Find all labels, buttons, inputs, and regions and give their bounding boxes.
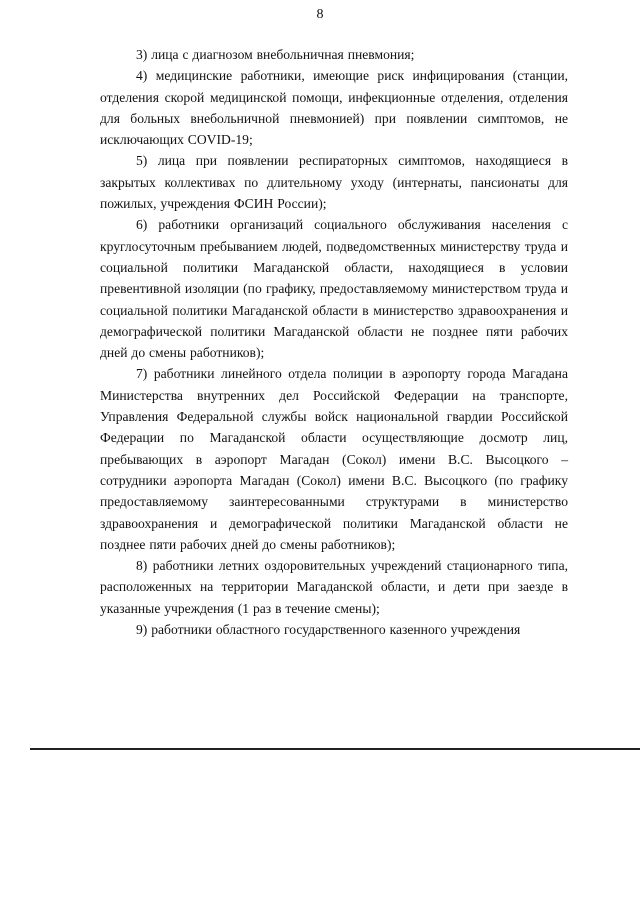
page-number: 8 [316, 7, 324, 22]
document-body [100, 44, 568, 640]
list-item-8: 8) работники летних оздоровительных учреждений стационарного типа, расположенных на территории Магаданской области, и дети при заезде в указанные учреждения (1 раз в течение смены); [100, 558, 568, 616]
list-item-7: 7) работники линейного отдела полиции в аэропорту города Магадана Министерства внутренних дел Российской Федерации на транспорте, Управления Федеральной службы войск национальной гвардии Российской Федерации по Магаданской области осуществляющие досмотр лиц, пребывающих в аэропорт Магадан (Сокол) имени В.С. Высоцкого – сотрудники аэропорта Магадан (Сокол) имени В.С. Высоцкого (по графику предоставляемому заинтересованными структурами в министерство здравоохранения и демографической политики Магаданской области не позднее пяти рабочих дней до смены работников); [100, 366, 568, 552]
list-item-6: 6) работники организаций социального обслуживания населения с круглосуточным пребыванием людей, подведомственных министерству труда и социальной политики Магаданской области, находящиеся в условии превентивной изоляции (по графику, предоставляемому министерством труда и социальной политики Магаданской области в министерство здравоохранения и демографической политики Магаданской области не позднее пяти рабочих дней до смены работников); [100, 217, 568, 361]
scan-edge-line [30, 748, 640, 750]
list-item-3: 3) лица с диагнозом внебольничная пневмония; [136, 47, 415, 62]
list-item-4: 4) медицинские работники, имеющие риск инфицирования (станции, отделения скорой медицинской помощи, инфекционные отделения, отделения для больных внебольничной пневмонией) при появлении симптомов, не исключающих COVID-19; [100, 68, 568, 148]
list-item-9: 9) работники областного государственного казенного учреждения [136, 622, 521, 638]
list-item-5: 5) лица при появлении респираторных симптомов, находящиеся в закрытых коллективах по длительному уходу (интернаты, пансионаты для пожилых, учреждения ФСИН России); [100, 153, 568, 212]
